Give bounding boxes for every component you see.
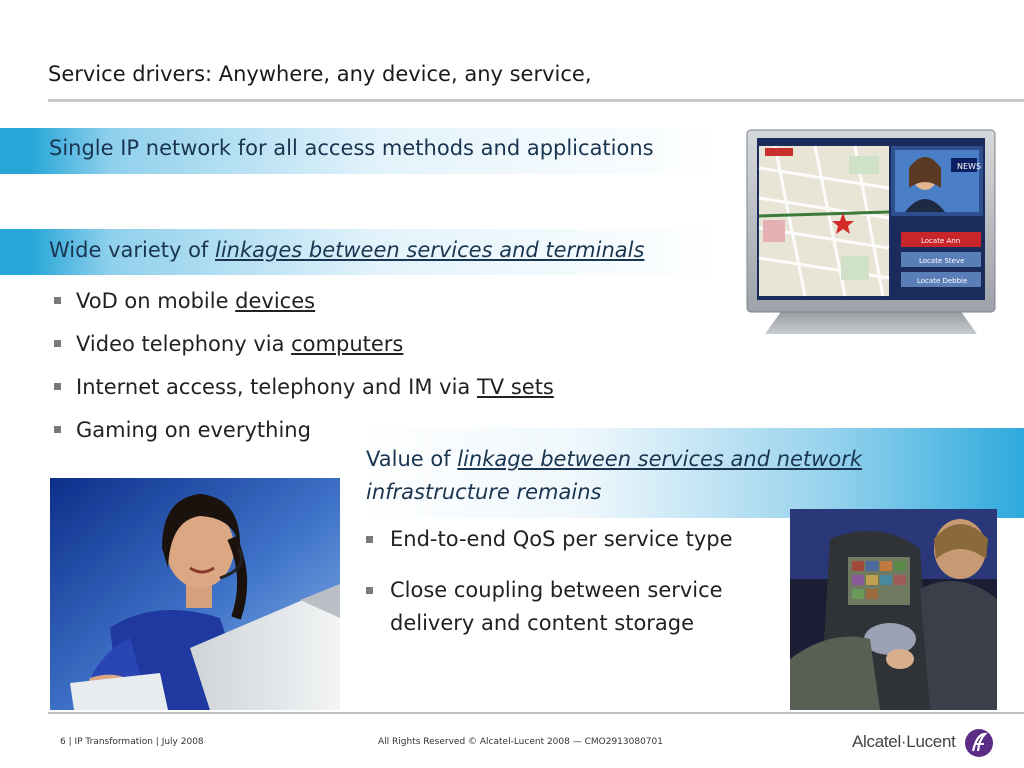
bullet-square-icon: [54, 340, 61, 347]
footer-divider: [48, 712, 1024, 714]
bullet-item: [54, 372, 554, 415]
value-bullet-list: [366, 523, 733, 658]
bullet-text: Gaming on everything: [76, 418, 311, 442]
value-bullet-text: End-to-end QoS per service type: [390, 527, 733, 551]
bullet-square-icon: [54, 297, 61, 304]
bullet-link[interactable]: devices: [235, 289, 316, 313]
footer-page-info: 6 | IP Transformation | July 2008: [60, 737, 204, 747]
value-bullet-item: [366, 523, 733, 556]
bullet-text: Video telephony via: [76, 332, 292, 356]
bullet-item: [54, 286, 554, 329]
tv-screen-photo: [745, 128, 997, 336]
alcatel-lucent-logo: [852, 728, 1002, 758]
value-bullet-text: Close coupling between service: [390, 578, 723, 602]
locate-label-steve: Locate Steve: [919, 257, 965, 265]
value-bullet-item: [366, 574, 733, 640]
value-line2: infrastructure remains: [366, 480, 602, 504]
bullet-square-icon: [366, 587, 373, 594]
headset-user-photo: [50, 478, 340, 710]
bullet-square-icon: [54, 383, 61, 390]
footer-rights: All Rights Reserved © Alcatel-Lucent 2008 — CMO2913080701: [378, 737, 663, 747]
value-emphasis[interactable]: linkage between services and network: [457, 447, 862, 471]
slide-title: Service drivers: Anywhere, any device, any service,: [48, 62, 592, 86]
band-network-text: Single IP network for all access methods and applications: [49, 136, 654, 160]
band-linkages-heading: [49, 238, 644, 262]
value-prefix: Value of: [366, 447, 458, 471]
in-car-gaming-photo: [790, 509, 997, 710]
bullet-text: Internet access, telephony and IM via: [76, 375, 477, 399]
title-divider: [48, 99, 1024, 102]
tv-news-label: NEWS: [957, 162, 982, 171]
bullet-square-icon: [366, 536, 373, 543]
locate-label-debbie: Locate Debbie: [917, 277, 968, 285]
value-heading: [366, 443, 862, 509]
logo-wordmark: Alcatel·Lucent: [852, 732, 956, 751]
bullet-link[interactable]: computers: [291, 332, 404, 356]
band-linkages-emphasis[interactable]: linkages between services and terminals: [215, 238, 645, 262]
bullet-square-icon: [54, 426, 61, 433]
bullet-item: [54, 329, 554, 372]
band-linkages-prefix: Wide variety of: [49, 238, 216, 262]
value-bullet-text-line2: delivery and content storage: [390, 611, 695, 635]
bullet-link[interactable]: TV sets: [476, 375, 554, 399]
alcatel-lucent-emblem-icon: [964, 728, 994, 758]
locate-label-ann: Locate Ann: [921, 237, 961, 245]
bullet-text: VoD on mobile: [76, 289, 236, 313]
